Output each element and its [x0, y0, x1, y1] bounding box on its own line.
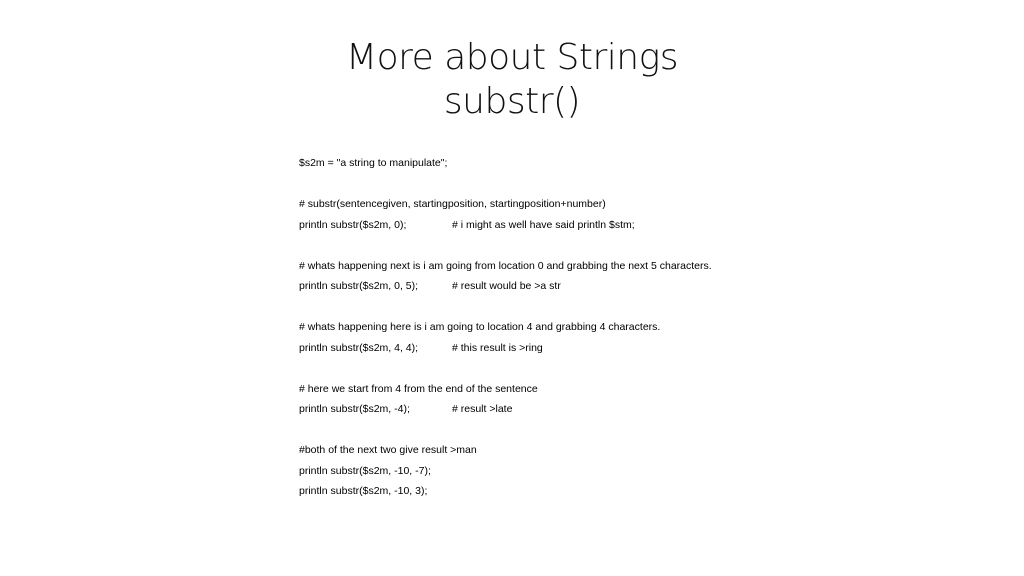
text-line [299, 276, 899, 297]
comment-line: # here we start from 4 from the end of the sentence [299, 382, 538, 395]
blank-line [299, 235, 899, 256]
text-line [299, 215, 899, 236]
text-line [299, 194, 899, 215]
comment-line: #both of the next two give result >man [299, 444, 477, 456]
blank-line [299, 358, 899, 379]
slide-body [299, 153, 899, 502]
text-line [299, 440, 899, 461]
text-line [299, 461, 899, 482]
code-line: $s2m = "a string to manipulate"; [299, 157, 448, 169]
inline-comment: # this result is >ring [452, 341, 543, 354]
code-line: println substr($s2m, 0); [299, 218, 407, 231]
text-line [299, 399, 899, 420]
code-line: println substr($s2m, 4, 4); [299, 341, 419, 354]
code-line: println substr($s2m, 0, 5); [299, 280, 419, 292]
blank-line [299, 174, 899, 195]
text-line [299, 481, 899, 502]
blank-line [299, 420, 899, 441]
comment-line: # whats happening here is i am going to location 4 and grabbing 4 characters. [299, 321, 661, 333]
text-line [299, 338, 899, 359]
title-line-1: More about Strings [346, 37, 678, 78]
inline-comment: # i might as well have said println $stm; [452, 218, 635, 231]
title-line-2: substr() [443, 81, 581, 122]
slide-title [0, 36, 1024, 124]
comment-line: # substr(sentencegiven, startingposition, startingposition+number) [299, 198, 606, 210]
inline-comment: # result would be >a str [452, 280, 561, 292]
comment-line: # whats happening next is i am going from location 0 and grabbing the next 5 characters. [299, 259, 712, 272]
text-line [299, 379, 899, 400]
code-line: println substr($s2m, -10, -7); [299, 464, 431, 477]
text-line [299, 317, 899, 338]
text-line [299, 153, 899, 174]
inline-comment: # result >late [452, 403, 513, 415]
code-line: println substr($s2m, -10, 3); [299, 485, 428, 497]
text-line [299, 256, 899, 277]
code-line: println substr($s2m, -4); [299, 403, 410, 415]
blank-line [299, 297, 899, 318]
